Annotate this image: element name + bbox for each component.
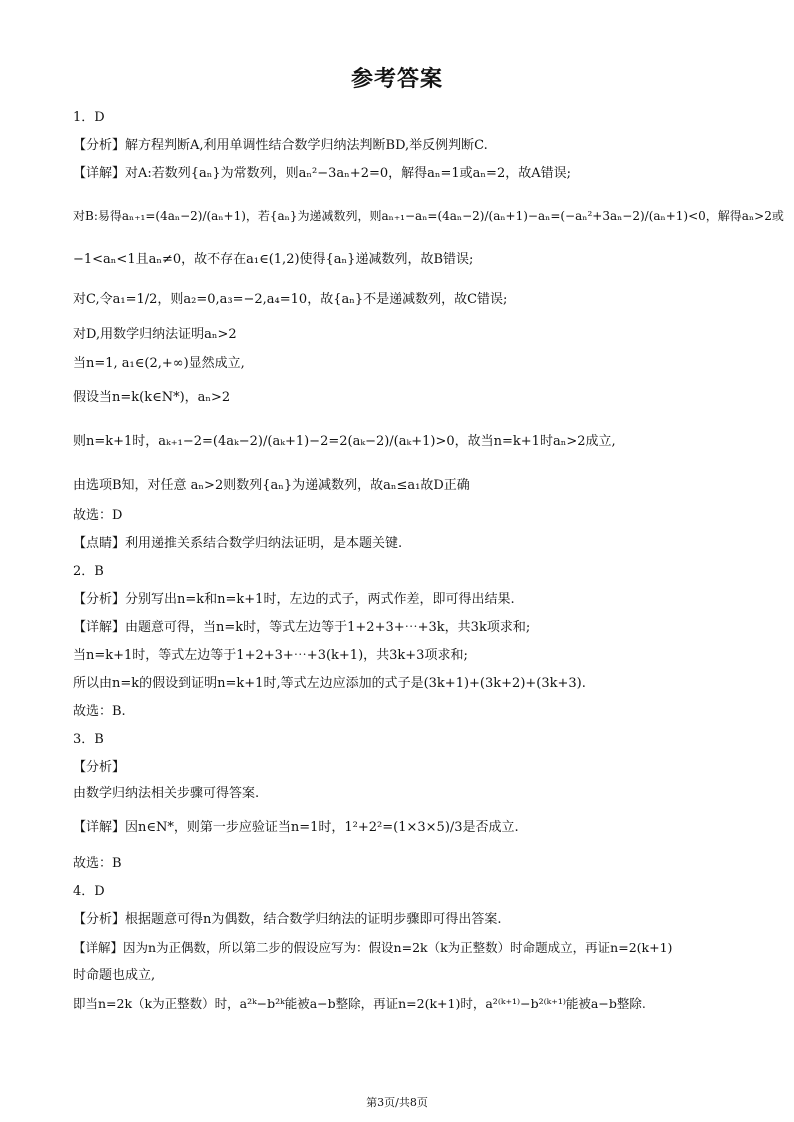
text-line: 【点睛】利用递推关系结合数学归纳法证明，是本题关键. — [73, 536, 403, 551]
text-line: 1．D — [73, 110, 105, 125]
text-line: 当n=1, a₁∈(2,+∞)显然成立, — [73, 356, 245, 371]
text-line: 4．D — [73, 884, 105, 899]
text-line: 【分析】根据题意可得n为偶数，结合数学归纳法的证明步骤即可得出答案. — [73, 912, 502, 927]
text-line: 时命题也成立, — [73, 968, 156, 983]
text-line: 2．B — [73, 564, 104, 579]
text-line: 由数学归纳法相关步骤可得答案. — [73, 786, 260, 801]
text-line: 【详解】因为n为正偶数，所以第二步的假设应写为：假设n=2k（k为正整数）时命题成立，再证n=2(k+1) — [73, 940, 673, 955]
text-line: 【详解】因n∈N*，则第一步应验证当n=1时，1²+2²=(1×3×5)/3是否成立. — [73, 820, 519, 835]
text-line: 即当n=2k（k为正整数）时，a²ᵏ−b²ᵏ能被a−b整除，再证n=2(k+1)时，a²⁽ᵏ⁺¹⁾−b²⁽ᵏ⁺¹⁾能被a−b整除. — [73, 996, 646, 1011]
text-line: 故选：D — [73, 508, 123, 523]
text-line: 当n=k+1时，等式左边等于1+2+3+⋯+3(k+1)，共3k+3项求和; — [73, 648, 468, 663]
text-line: 对C,令a₁=1/2，则a₂=0,a₃=−2,a₄=10，故{aₙ}不是递减数列，故C错误; — [73, 292, 508, 307]
text-line: 【分析】解方程判断A,利用单调性结合数学归纳法判断BD,举反例判断C. — [73, 138, 488, 153]
text-line: 【详解】对A:若数列{aₙ}为常数列，则aₙ²−3aₙ+2=0，解得aₙ=1或aₙ=2，故A错误; — [73, 166, 571, 181]
text-line: 所以由n=k的假设到证明n=k+1时,等式左边应添加的式子是(3k+1)+(3k+2)+(3k+3). — [73, 676, 586, 691]
text-line: 【详解】由题意可得，当n=k时，等式左边等于1+2+3+⋯+3k，共3k项求和; — [73, 620, 531, 635]
text-line: 【分析】分别写出n=k和n=k+1时，左边的式子，两式作差，即可得出结果. — [73, 592, 515, 607]
text-line: 故选：B — [73, 856, 122, 871]
page-footer: 第3页/共8页 — [366, 1096, 428, 1109]
text-line: 由选项B知，对任意 aₙ>2则数列{aₙ}为递减数列，故aₙ≤a₁故D正确 — [73, 478, 470, 493]
page-title: 参考答案 — [350, 67, 443, 92]
text-line: 3．B — [73, 732, 104, 747]
text-line: 对B:易得aₙ₊₁=(4aₙ−2)/(aₙ+1)，若{aₙ}为递减数列，则aₙ₊₁−aₙ=(4aₙ−2)/(aₙ+1)−aₙ=(−aₙ²+3aₙ−2)/(aₙ+1)<0，解得aₙ>2或 — [73, 209, 784, 223]
text-line: 故选：B. — [73, 704, 126, 719]
text-line: −1<aₙ<1且aₙ≠0，故不存在a₁∈(1,2)使得{aₙ}递减数列，故B错误; — [73, 252, 474, 267]
text-line: 则n=k+1时，aₖ₊₁−2=(4aₖ−2)/(aₖ+1)−2=2(aₖ−2)/(aₖ+1)>0，故当n=k+1时aₙ>2成立, — [73, 434, 616, 449]
text-line: 假设当n=k(k∈N*)，aₙ>2 — [73, 390, 231, 405]
text-line: 对D,用数学归纳法证明aₙ>2 — [73, 327, 237, 342]
text-line: 【分析】 — [73, 760, 126, 775]
